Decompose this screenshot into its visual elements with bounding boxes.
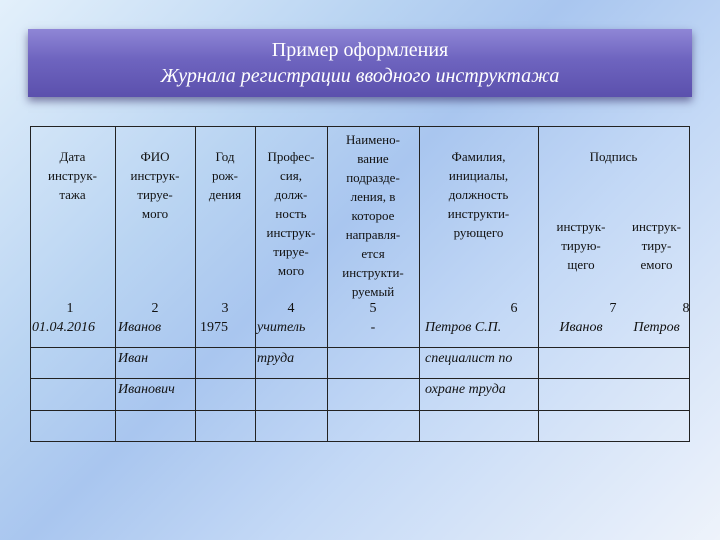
header-sign-instructor: инструк- тирую- щего	[556, 219, 606, 272]
entry-sign-instructed: Петров	[633, 320, 680, 335]
header-department: Наимено- вание подразде- ления, в которое направля- ется инструкти- руемый	[342, 132, 404, 299]
entry-sign-instructor: Иванов	[559, 320, 603, 335]
header-name: ФИО инструк- тируе- мого	[130, 149, 180, 221]
title-line-1: Пример оформления	[271, 39, 449, 61]
header-instructor: Фамилия, инициалы, должность инструкти- рующего	[447, 149, 510, 240]
entry-instructor-line-2: специалист по	[425, 351, 513, 366]
column-number-6: 6	[510, 301, 518, 316]
column-number-1: 1	[66, 301, 74, 316]
table-border-right	[689, 126, 690, 442]
journal-table	[30, 126, 690, 442]
entry-year: 1975	[200, 320, 228, 335]
entry-name-line-1: Иванов	[118, 320, 162, 335]
header-sign-instructed: инструк- тиру- емого	[632, 219, 681, 272]
entry-profession-line-1: учитель	[257, 320, 306, 335]
column-number-8: 8	[682, 301, 690, 316]
table-row-line	[30, 378, 690, 379]
table-border-top	[30, 126, 690, 127]
entry-profession-line-2: труда	[257, 351, 295, 366]
title-banner	[28, 29, 692, 97]
table-row-line	[30, 410, 690, 411]
column-number-2: 2	[151, 301, 159, 316]
header-date: Дата инструк- тажа	[48, 149, 97, 202]
entry-date: 01.04.2016	[32, 320, 95, 335]
table-border-bottom	[30, 441, 690, 442]
column-number-3: 3	[221, 301, 229, 316]
entry-instructor-line-1: Петров С.П.	[425, 320, 502, 335]
entry-department: -	[370, 320, 376, 335]
header-year: Год рож- дения	[208, 149, 242, 202]
table-row-line	[30, 347, 690, 348]
column-number-7: 7	[609, 301, 617, 316]
entry-name-line-3: Иванович	[118, 382, 175, 397]
column-number-5: 5	[369, 301, 377, 316]
table-col-line	[538, 126, 539, 442]
entry-instructor-line-3: охране труда	[425, 382, 506, 397]
header-profession: Профес- сия, долж- ность инструк- тируе- мого	[266, 149, 316, 278]
entry-name-line-2: Иван	[118, 351, 149, 366]
title-line-2: Журнала регистрации вводного инструктажа	[160, 65, 560, 87]
header-signature: Подпись	[589, 149, 638, 164]
column-number-4: 4	[287, 301, 295, 316]
